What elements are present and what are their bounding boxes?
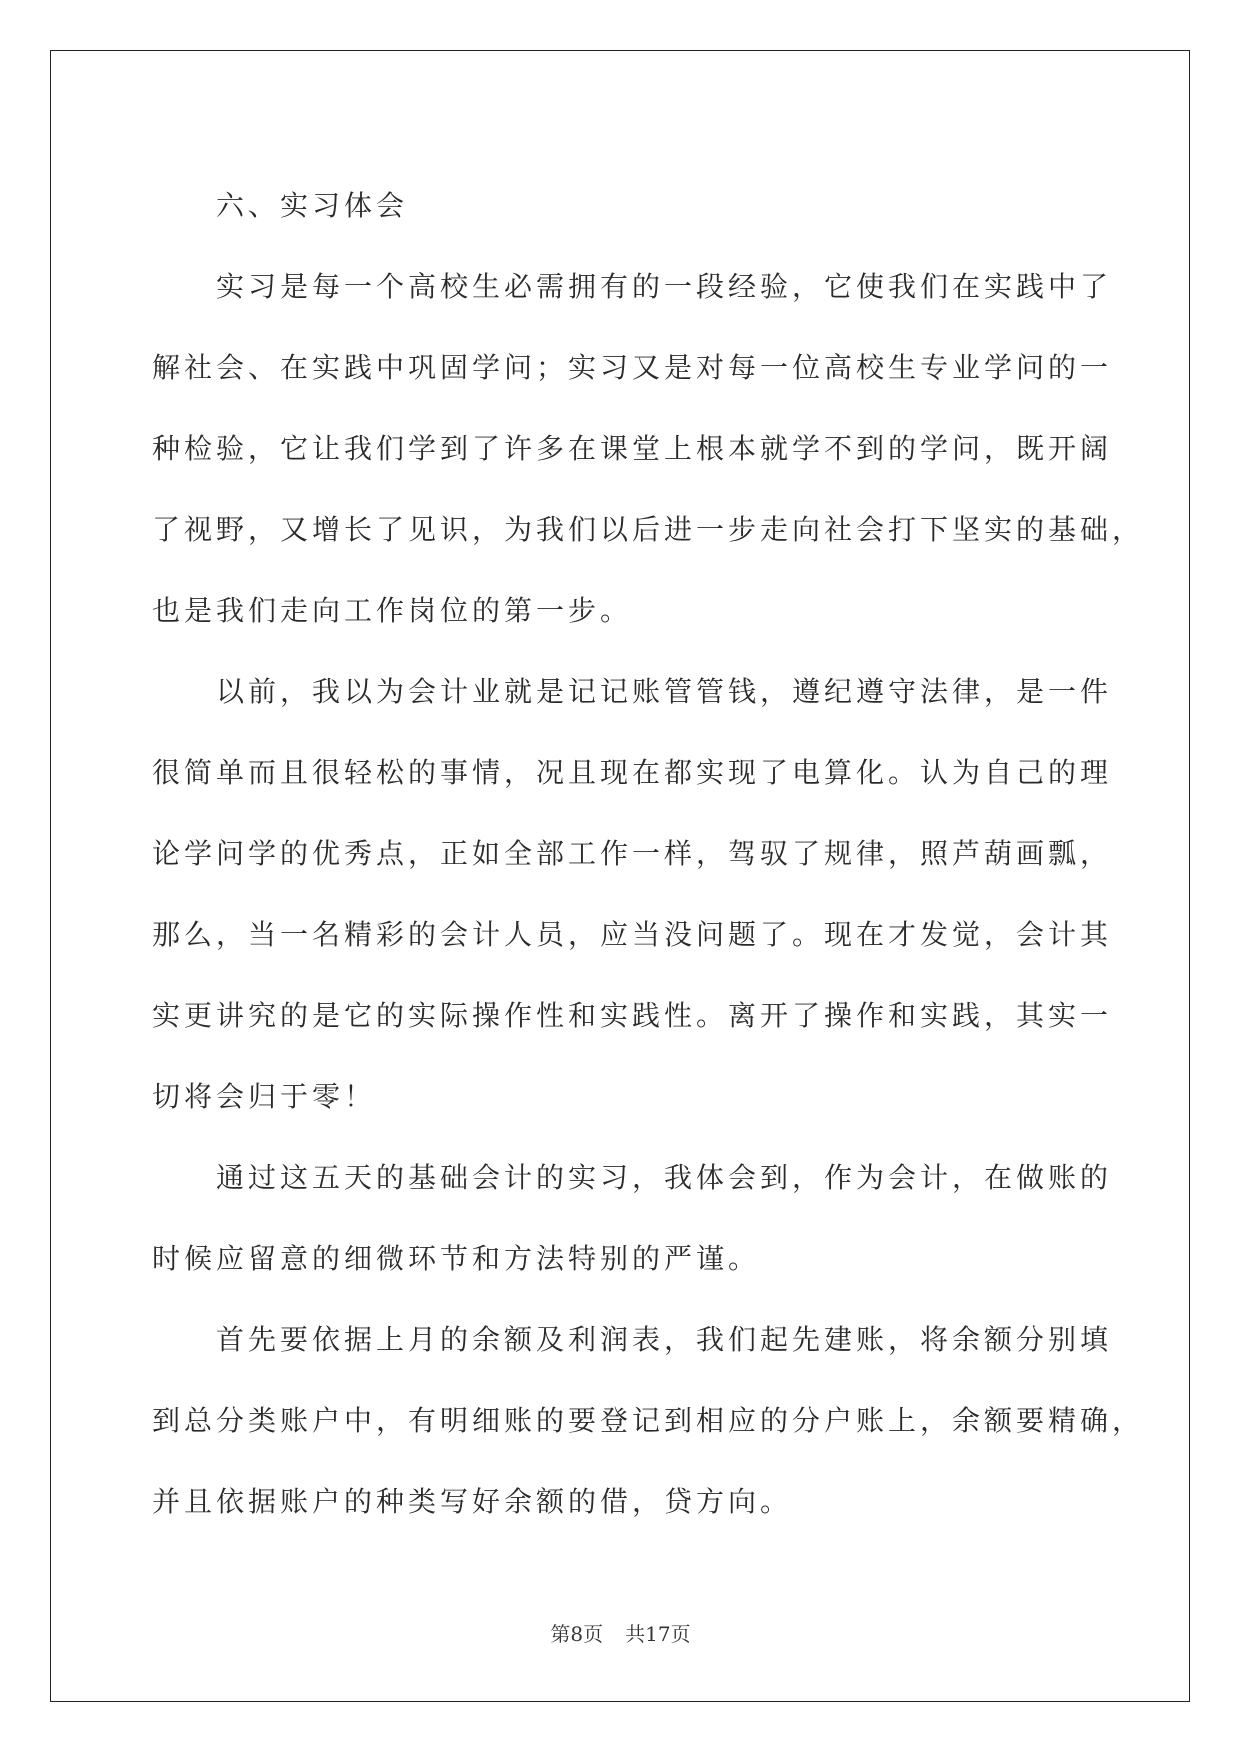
page-number: 第8页 bbox=[550, 1622, 604, 1646]
text-line: 时候应留意的细微环节和方法特别的严谨。 bbox=[152, 1242, 761, 1275]
text-line: 以前，我以为会计业就是记记账管管钱，遵纪遵守法律，是一件 bbox=[216, 675, 1113, 708]
document-body bbox=[152, 165, 1145, 1542]
text-line: 到总分类账户中，有明细账的要登记到相应的分户账上，余额要精确， bbox=[152, 1404, 1145, 1437]
text-line: 那么，当一名精彩的会计人员，应当没问题了。现在才发觉，会计其 bbox=[152, 918, 1113, 951]
page-footer bbox=[0, 1618, 1241, 1647]
text-line: 并且依据账户的种类写好余额的借，贷方向。 bbox=[152, 1485, 793, 1518]
text-line: 通过这五天的基础会计的实习，我体会到，作为会计，在做账的 bbox=[216, 1161, 1113, 1194]
text-line: 种检验，它让我们学到了许多在课堂上根本就学不到的学问，既开阔 bbox=[152, 432, 1113, 465]
text-line: 切将会归于零！ bbox=[152, 1080, 377, 1113]
section-heading: 六、实习体会 bbox=[216, 189, 409, 222]
text-line: 首先要依据上月的余额及利润表，我们起先建账，将余额分别填 bbox=[216, 1323, 1113, 1356]
text-line: 很简单而且很轻松的事情，况且现在都实现了电算化。认为自己的理 bbox=[152, 756, 1113, 789]
text-line: 解社会、在实践中巩固学问；实习又是对每一位高校生专业学问的一 bbox=[152, 351, 1113, 384]
text-line: 论学问学的优秀点，正如全部工作一样，驾驭了规律，照芦葫画瓢， bbox=[152, 837, 1113, 870]
text-line: 了视野，又增长了见识，为我们以后进一步走向社会打下坚实的基础， bbox=[152, 513, 1145, 546]
text-line: 也是我们走向工作岗位的第一步。 bbox=[152, 594, 633, 627]
text-line: 实习是每一个高校生必需拥有的一段经验，它使我们在实践中了 bbox=[216, 270, 1113, 303]
text-line: 实更讲究的是它的实际操作性和实践性。离开了操作和实践，其实一 bbox=[152, 999, 1113, 1032]
page-total: 共17页 bbox=[625, 1622, 691, 1646]
